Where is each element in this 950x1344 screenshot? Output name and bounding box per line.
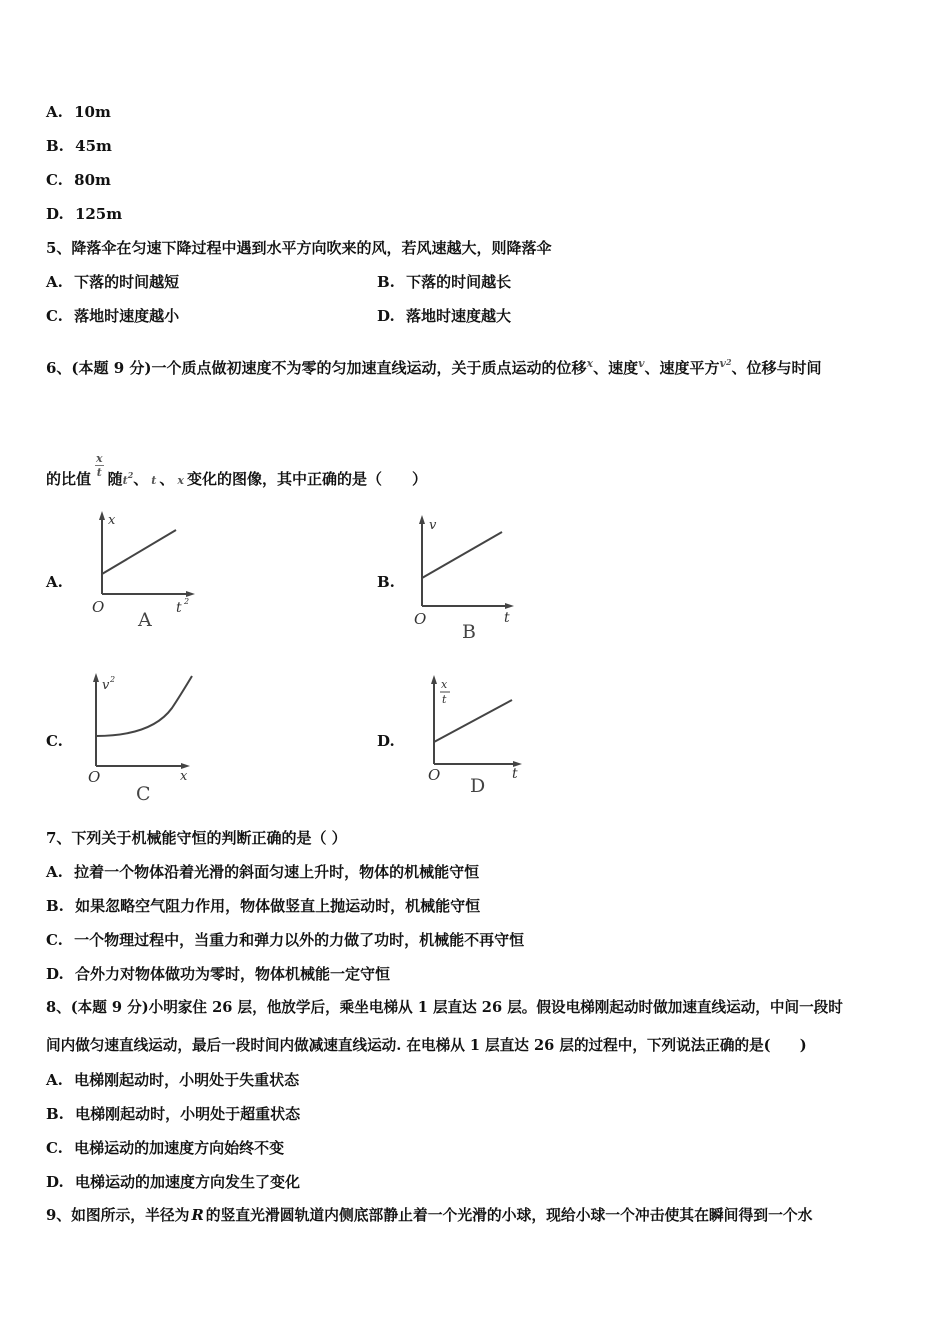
y-axis-arrow [431, 675, 437, 684]
var-v2: v [719, 357, 726, 370]
graph-b [400, 512, 530, 644]
option-text: 一个物理过程中，当重力和弹力以外的力做了功时，机械能不再守恒 [74, 931, 525, 949]
q8-stem-line1: 8、(本题 9 分)小明家住 26 层，他放学后，乘坐电梯从 1 层直达 26 层。假设电梯刚起动时做加速直线运动，中间一段时 [46, 999, 843, 1016]
option-letter: C. [46, 307, 63, 325]
q5-option-d [377, 306, 511, 326]
x-axis-label: x [180, 769, 188, 784]
y-axis-exponent: 2 [110, 675, 116, 684]
var-v: v [638, 357, 645, 370]
y-axis-label-denominator: t [442, 693, 447, 706]
q6-sep: 、 [159, 470, 175, 488]
q6-sui: 随 [107, 470, 123, 488]
q9-stem [46, 1206, 812, 1226]
graph-caption: C [136, 783, 151, 805]
option-letter: A. [46, 863, 63, 881]
option-text: 拉着一个物体沿着光滑的斜面匀速上升时，物体的机械能守恒 [74, 863, 480, 881]
q8-option-a [46, 1070, 299, 1090]
graph-curve [96, 676, 192, 736]
option-text: 下落的时间越长 [406, 273, 512, 291]
y-axis-arrow [93, 673, 99, 682]
option-text: 下落的时间越短 [74, 273, 180, 291]
q8-option-d [46, 1172, 300, 1192]
graph-caption: B [462, 621, 476, 643]
graph-c-letter: C. [46, 732, 63, 750]
q5-option-c [46, 306, 179, 326]
x-axis-arrow [505, 603, 514, 609]
option-text: 落地时速度越大 [405, 307, 511, 325]
q8-option-b [46, 1104, 300, 1124]
var-x: x [586, 357, 594, 370]
q7-option-d [46, 964, 390, 984]
graph-line [434, 700, 512, 742]
q6-sep: 、速度平方 [644, 359, 720, 377]
q5-option-b [377, 272, 511, 292]
q9-stem-post: 的竖直光滑圆轨道内侧底部静止着一个光滑的小球，现给小球一个冲击使其在瞬间得到一个水 [205, 1207, 813, 1224]
option-text: 125m [74, 205, 123, 223]
option-text: 电梯运动的加速度方向发生了变化 [74, 1173, 300, 1191]
graph-c [76, 668, 206, 804]
option-letter: D. [46, 965, 64, 983]
q4-option-b [46, 136, 112, 156]
y-axis-label-numerator: x [441, 678, 448, 691]
q6-line2-suffix: 变化的图像，其中正确的是（ ） [186, 470, 427, 488]
option-letter: C. [46, 931, 63, 949]
graph-a [80, 508, 210, 633]
var-r: R [191, 1207, 204, 1224]
exp-2: 2 [725, 357, 732, 367]
q6-stem-line2 [46, 452, 427, 491]
x-axis-exponent: 2 [184, 597, 190, 606]
option-text: 电梯运动的加速度方向始终不变 [74, 1139, 285, 1157]
graph-b-letter: B. [377, 573, 395, 591]
y-axis-label: x [108, 513, 116, 528]
option-letter: D. [46, 205, 64, 223]
option-text: 45m [75, 137, 112, 155]
q6-stem-line1 [46, 352, 822, 378]
var-t-squared: t [122, 474, 128, 487]
frac-denominator: t [96, 466, 102, 479]
option-letter: A. [46, 1071, 63, 1089]
q9-stem-pre: 9、如图所示，半径为 [46, 1207, 190, 1224]
option-text: 如果忽略空气阻力作用，物体做竖直上抛运动时，机械能守恒 [75, 897, 481, 915]
x-axis-label: t [504, 610, 510, 626]
var-x: x [177, 474, 184, 487]
q6-sep: 、位移与时间 [731, 359, 822, 377]
graph-line [422, 532, 502, 578]
option-letter: A. [46, 103, 63, 121]
option-letter: B. [377, 273, 395, 291]
option-letter: D. [46, 1173, 64, 1191]
option-letter: B. [46, 897, 64, 915]
option-text: 落地时速度越小 [74, 307, 180, 325]
origin-label: O [414, 610, 427, 628]
q6-stem-text: 6、(本题 9 分)一个质点做初速度不为零的匀加速直线运动，关于质点运动的位移 [46, 359, 587, 377]
option-text: 合外力对物体做功为零时，物体机械能一定守恒 [74, 965, 390, 983]
graph-caption: A [138, 609, 152, 631]
x-axis-label: t [512, 766, 518, 782]
q4-option-c [46, 170, 111, 190]
q7-option-c [46, 930, 524, 950]
y-axis-arrow [99, 511, 105, 520]
option-letter: C. [46, 1139, 63, 1157]
q7-option-a [46, 862, 479, 882]
q8-option-c [46, 1138, 284, 1158]
q7-stem: 7、下列关于机械能守恒的判断正确的是（ ） [46, 829, 347, 847]
exp-2: 2 [127, 470, 134, 480]
var-t: t [151, 474, 157, 487]
y-axis-label: v [429, 518, 437, 533]
option-letter: D. [377, 307, 395, 325]
graph-line [102, 530, 176, 574]
option-text: 80m [74, 171, 111, 189]
q6-line2-prefix: 的比值 [46, 470, 92, 488]
option-text: 电梯刚起动时，小明处于失重状态 [74, 1071, 300, 1089]
q4-option-d [46, 204, 122, 224]
graph-a-letter: A. [46, 573, 63, 591]
q4-option-a [46, 102, 111, 122]
graph-d [410, 668, 540, 800]
q6-sep: 、速度 [593, 359, 639, 377]
q5-option-a [46, 272, 179, 292]
option-letter: C. [46, 171, 63, 189]
option-text: 电梯刚起动时，小明处于超重状态 [75, 1105, 301, 1123]
x-axis-label: t [176, 600, 182, 616]
graph-caption: D [470, 775, 486, 797]
q5-stem: 5、降落伞在匀速下降过程中遇到水平方向吹来的风，若风速越大，则降落伞 [46, 239, 552, 257]
q7-option-b [46, 896, 480, 916]
fraction-x-over-t [95, 452, 104, 479]
option-letter: A. [46, 273, 63, 291]
option-letter: B. [46, 1105, 64, 1123]
origin-label: O [92, 598, 105, 616]
option-letter: B. [46, 137, 64, 155]
option-text: 10m [74, 103, 111, 121]
frac-numerator: x [96, 452, 103, 465]
y-axis-arrow [419, 515, 425, 524]
origin-label: O [88, 768, 101, 786]
y-axis-label: v [102, 678, 110, 693]
graph-d-letter: D. [377, 732, 395, 750]
origin-label: O [428, 766, 441, 784]
q6-sep: 、 [133, 470, 149, 488]
q8-stem-line2: 间内做匀速直线运动，最后一段时间内做减速直线运动. 在电梯从 1 层直达 26 层的过程中，下列说法正确的是( ) [46, 1037, 807, 1054]
